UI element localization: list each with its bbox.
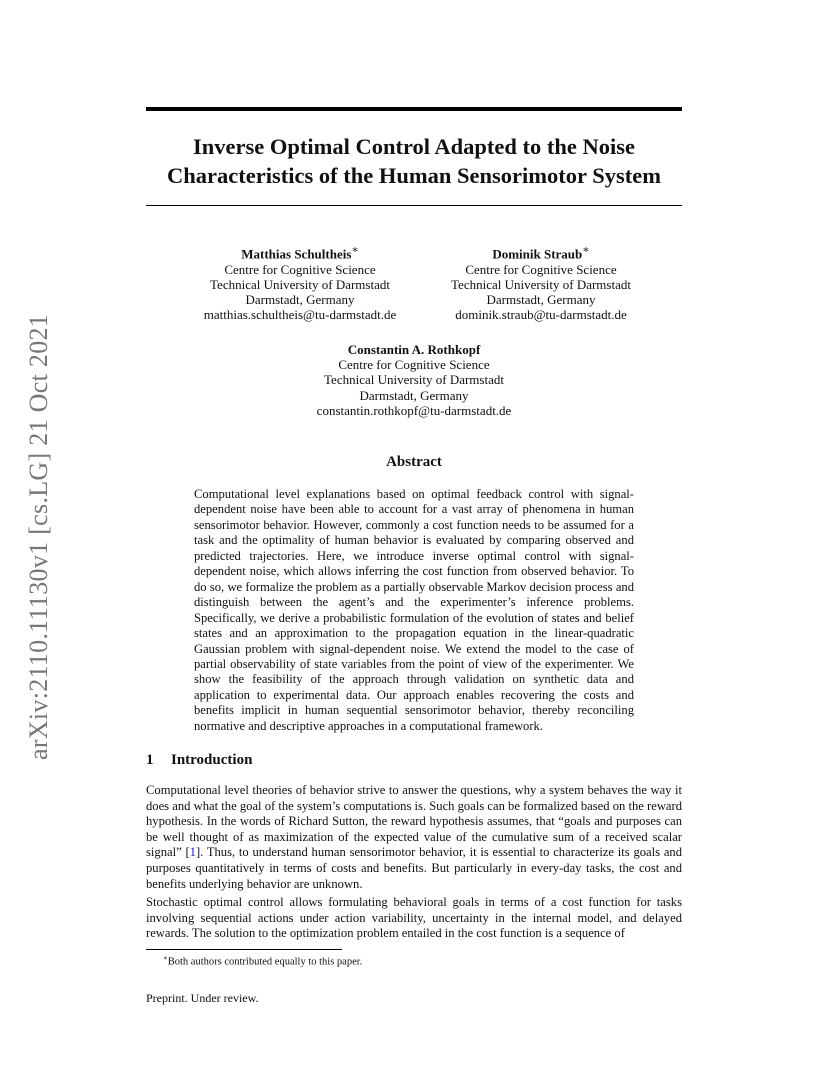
author-institution: Technical University of Darmstadt <box>324 372 504 388</box>
author-location: Darmstadt, Germany <box>245 291 355 307</box>
paragraph-text: ]. Thus, to understand human sensorimotor behavior, it is essential to characterize its goals and purposes quantitatively in terms of costs and benefits. But particularly in every-day tasks, the cost and benefits underlying behavior are unknown. <box>146 845 683 891</box>
abstract-text: Computational level explanations based on optimal feedback control with signal-dependent noise have been able to account for a vast array of phenomena in human sensorimotor behavior. However, commonly a cost function needs to be assumed for a task and the optimality of human behavior is evaluated by comparing observed and predicted trajectories. Here, we introduce inverse optimal control with signal-dependent noise, which allows inferring the cost function from observed behavior. To do so, we formalize the problem as a partially observable Markov decision process and distinguish between the agent’s and the experimenter’s inference problems. Specifically, we derive a probabilistic formulation of the evolution of states and belief states and an approximation to the propagation equation in the linear-quadratic Gaussian problem with signal-dependent noise. We extend the model to the case of partial observability of state variables from the point of view of the experimenter. We show the feasibility of the approach through validation on synthetic data and application to experimental data. Our approach enables recovering the costs and benefits implicit in human sequential sensorimotor behavior, thereby reconciling normative and descriptive approaches in a computational framework. <box>194 487 634 733</box>
author-institution: Technical University of Darmstadt <box>210 276 390 292</box>
paragraph-text: Computational level theories of behavior strive to answer the questions, why a system behaves the way it does and what the goal of the system’s computations is. Such goals can be formalized based on the reward hypothesis. In the words of Richard Sutton, the reward hypothesis assumes, that “goals and purposes can be well thought of as maximization of the expected value of the cumulative sum of a received scalar signal” [ <box>146 783 682 860</box>
author-block-3 <box>280 342 548 418</box>
footnote <box>163 952 362 969</box>
citation-link[interactable]: 1 <box>189 845 196 860</box>
author-affiliation: Centre for Cognitive Science <box>465 261 617 277</box>
section-heading <box>146 752 252 769</box>
intro-paragraph-2: Stochastic optimal control allows formulating behavioral goals in terms of a cost function for tasks involving sequential actions under action variability, uncertainty in the internal model, and delayed rewards. The solution to the optimization problem entailed in the cost function is a sequence of <box>146 895 682 941</box>
author-affiliation: Centre for Cognitive Science <box>338 357 490 373</box>
footnote-rule <box>146 949 342 950</box>
section-number: 1 <box>146 752 154 768</box>
author-name: Constantin A. Rothkopf <box>347 342 481 357</box>
author-affiliation: Centre for Cognitive Science <box>224 261 376 277</box>
author-email[interactable]: constantin.rothkopf@tu-darmstadt.de <box>316 402 512 418</box>
author-name: Dominik Straub <box>492 246 583 262</box>
section-title: Introduction <box>171 752 253 768</box>
author-mark: ∗ <box>582 244 590 256</box>
author-location: Darmstadt, Germany <box>359 387 469 403</box>
title-line-2: Characteristics of the Human Sensorimotor System <box>167 163 661 188</box>
author-block-2 <box>420 243 662 322</box>
preprint-footer: Preprint. Under review. <box>146 991 259 1005</box>
intro-paragraph-1 <box>146 783 682 892</box>
footnote-text: Both authors contributed equally to this paper. <box>167 956 363 968</box>
abstract-heading: Abstract <box>386 454 442 470</box>
footnote-mark: ∗ <box>163 954 168 962</box>
author-mark: ∗ <box>351 244 359 256</box>
title-bottom-rule <box>146 205 682 206</box>
arxiv-identifier: arXiv:2110.11130v1 [cs.LG] 21 Oct 2021 <box>24 313 53 760</box>
author-email[interactable]: dominik.straub@tu-darmstadt.de <box>455 307 627 323</box>
author-location: Darmstadt, Germany <box>486 291 596 307</box>
title-top-rule <box>146 107 682 111</box>
author-block-1 <box>180 243 420 322</box>
author-email[interactable]: matthias.schultheis@tu-darmstadt.de <box>203 307 397 323</box>
author-institution: Technical University of Darmstadt <box>451 276 631 292</box>
title-line-1: Inverse Optimal Control Adapted to the Noise <box>192 134 636 159</box>
author-name: Matthias Schultheis <box>241 246 352 262</box>
paper-title <box>146 132 682 190</box>
